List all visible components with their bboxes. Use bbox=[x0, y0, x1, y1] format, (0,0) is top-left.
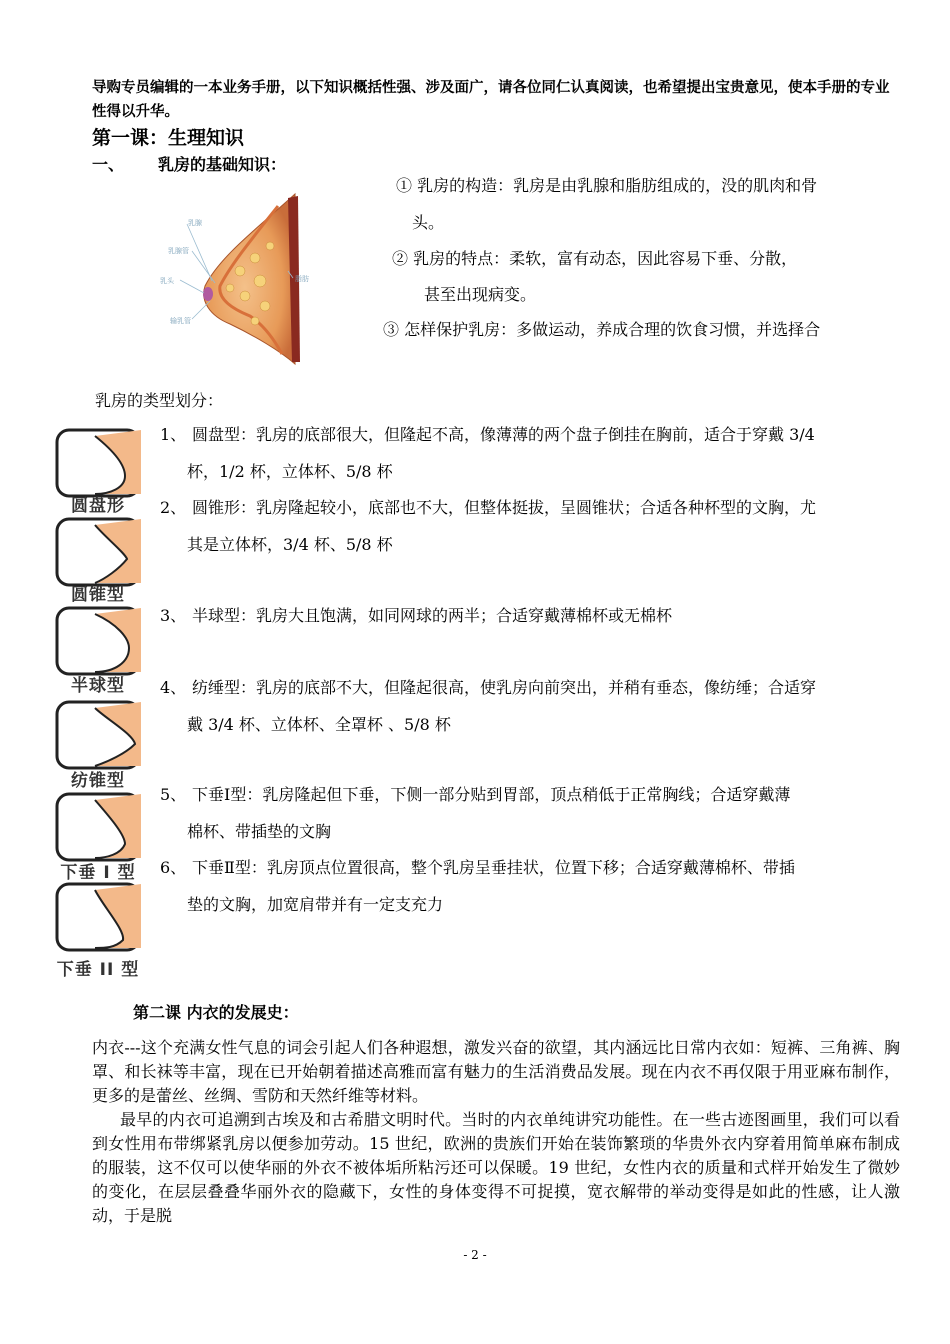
breast-type-icon-sagging-1 bbox=[55, 792, 141, 862]
anatomy-label-milk-duct: 输乳管 bbox=[170, 317, 191, 325]
type-num: 5、 bbox=[160, 785, 187, 804]
section-title: 乳房的基础知识： bbox=[158, 155, 287, 174]
type-text: 圆锥形：乳房隆起较小，底部也不大，但整体挺拔，呈圆锥状；合适各种杯型的文胸，尤 bbox=[192, 498, 817, 517]
breast-type-icon-sagging-2 bbox=[55, 882, 141, 952]
anatomy-label-fat: 脂肪 bbox=[295, 275, 309, 283]
type-text: 圆盘型：乳房的底部很大，但隆起不高，像薄薄的两个盘子倒挂在胸前，适合于穿戴 3/4 bbox=[192, 425, 815, 444]
breast-type-icon-label: 圆锥型 bbox=[71, 585, 125, 605]
anatomy-label-gland: 乳腺 bbox=[188, 219, 202, 227]
type-item-cone bbox=[160, 489, 900, 563]
breast-type-icon-label: 下垂 II 型 bbox=[56, 960, 140, 980]
lesson2-paragraph-1: 内衣---这个充满女性气息的词会引起人们各种遐想，激发兴奋的欲望，其内涵远比日常内衣如：短裤、三角裤、胸罩、和长袜等丰富，现在已开始朝着描述高雅而富有魅力的生活消费品发展。现在内衣不再仅限于用亚麻布制作，更多的是蕾丝、丝绸、雪防和天然纤维等材料。 bbox=[92, 1038, 900, 1105]
type-num: 2、 bbox=[160, 498, 187, 517]
type-num: 1、 bbox=[160, 425, 187, 444]
point-structure: ① 乳房的构造：乳房是由乳腺和脂肪组成的，没的肌肉和骨 bbox=[396, 176, 818, 195]
breast-type-icon-label: 半球型 bbox=[71, 676, 125, 696]
type-text-cont: 杯，1/2 杯，立体杯、5/8 杯 bbox=[187, 462, 393, 481]
type-num: 3、 bbox=[160, 606, 187, 625]
page-number: - 2 - bbox=[463, 1248, 487, 1262]
breast-type-icon-label: 下垂 I 型 bbox=[60, 863, 136, 883]
point-structure-cont: 头。 bbox=[412, 213, 445, 232]
type-text-cont: 垫的文胸，加宽肩带并有一定支充力 bbox=[187, 895, 444, 914]
lesson2-paragraph-2: 最早的内衣可追溯到古埃及和古希腊文明时代。当时的内衣单纯讲究功能性。在一些古迹图画里，我们可以看到女性用布带绑紧乳房以便参加劳动。15 世纪，欧洲的贵族们开始在装饰繁琐的华贵外衣内穿着用简单麻布制成的服装，这不仅可以使华丽的外衣不被体垢所粘污还可以保暖。19 世纪，女性内衣的质量和式样开始发生了微妙的变化，在层层叠叠华丽外衣的隐藏下，女性的身体变得不可捉摸，宽衣解带的举动变得是如此的性感，让人激动，于是脱 bbox=[92, 1110, 900, 1225]
point-features: ② 乳房的特点：柔软，富有动态，因此容易下垂、分散， bbox=[392, 249, 798, 268]
type-text-cont: 棉杯、带插垫的文胸 bbox=[187, 822, 332, 841]
type-num: 4、 bbox=[160, 678, 187, 697]
section-number: 一、 bbox=[92, 155, 125, 174]
point-protect: ③ 怎样保护乳房：多做运动，养成合理的饮食习惯，并选择合 bbox=[383, 320, 821, 339]
lesson1-title: 第一课：生理知识 bbox=[92, 127, 245, 149]
type-text-cont: 其是立体杯，3/4 杯、5/8 杯 bbox=[187, 535, 393, 554]
anatomy-label-duct: 乳腺管 bbox=[168, 247, 189, 255]
type-item-sagging-1 bbox=[160, 776, 900, 850]
type-text: 下垂Ⅱ型：乳房顶点位置很高，整个乳房呈垂挂状，位置下移；合适穿戴薄棉杯、带插 bbox=[192, 858, 795, 877]
type-item-spindle bbox=[160, 669, 900, 743]
breast-type-icon-cone bbox=[55, 517, 141, 587]
type-text: 半球型：乳房大且饱满，如同网球的两半；合适穿戴薄棉杯或无棉杯 bbox=[192, 606, 673, 625]
types-heading: 乳房的类型划分： bbox=[95, 391, 224, 410]
type-text: 纺缍型：乳房的底部不大，但隆起很高，使乳房向前突出，并稍有垂态，像纺缍；合适穿 bbox=[192, 678, 817, 697]
breast-type-icon-spindle bbox=[55, 700, 141, 770]
type-item-sagging-2 bbox=[160, 849, 900, 923]
breast-anatomy-illustration bbox=[160, 186, 360, 371]
type-num: 6、 bbox=[160, 858, 187, 877]
intro-paragraph: 导购专员编辑的一本业务手册，以下知识概括性强、涉及面广，请各位同仁认真阅读，也希望提出宝贵意见，使本手册的专业性得以升华。 bbox=[92, 80, 890, 120]
type-item-hemisphere bbox=[160, 597, 900, 634]
breast-type-icon-disc bbox=[55, 428, 141, 498]
type-item-disc bbox=[160, 416, 900, 490]
anatomy-label-nipple: 乳头 bbox=[160, 277, 174, 285]
point-features-cont: 甚至出现病变。 bbox=[424, 285, 537, 304]
type-text-cont: 戴 3/4 杯、立体杯、全罩杯 、5/8 杯 bbox=[187, 715, 451, 734]
breast-type-icon-hemisphere bbox=[55, 606, 141, 676]
breast-type-icon-label: 圆盘形 bbox=[71, 496, 125, 516]
breast-type-icon-label: 纺锥型 bbox=[71, 771, 125, 791]
type-text: 下垂Ⅰ型：乳房隆起但下垂，下侧一部分贴到胃部，顶点稍低于正常胸线；合适穿戴薄 bbox=[192, 785, 791, 804]
lesson2-title: 第二课 内衣的发展史： bbox=[133, 1003, 299, 1022]
